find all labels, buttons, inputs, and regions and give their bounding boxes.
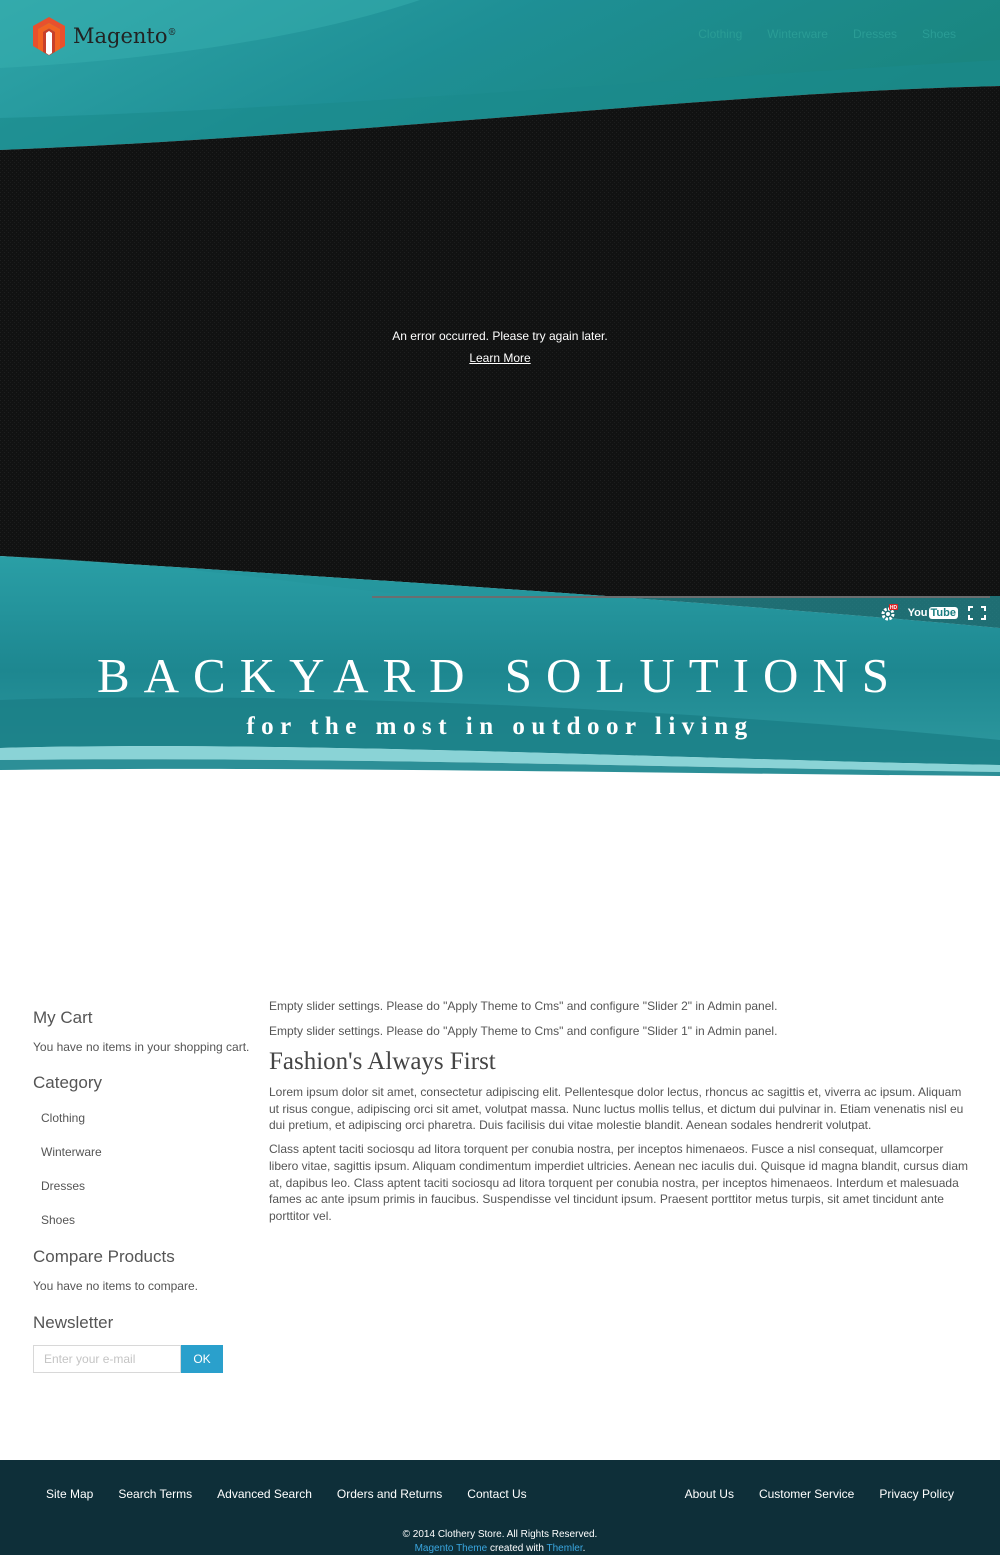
created-with-text: created with xyxy=(489,1543,544,1554)
footer-links-right xyxy=(685,1487,954,1501)
category-list xyxy=(41,1110,258,1246)
footer-link-about-us[interactable]: About Us xyxy=(684,1487,734,1501)
settings-gear-icon[interactable] xyxy=(880,604,898,622)
footer-link-contact-us[interactable]: Contact Us xyxy=(467,1487,527,1501)
nav-clothing[interactable]: Clothing xyxy=(698,27,743,41)
video-controls xyxy=(880,604,986,622)
category-item-winterware[interactable]: Winterware xyxy=(41,1145,102,1159)
theme-credit xyxy=(0,1542,1000,1555)
footer-link-orders-returns[interactable]: Orders and Returns xyxy=(336,1487,443,1501)
newsletter-block xyxy=(33,1313,258,1373)
top-navigation xyxy=(698,27,956,41)
compare-empty-text: You have no items to compare. xyxy=(33,1279,198,1293)
footer-link-advanced-search[interactable]: Advanced Search xyxy=(217,1487,312,1501)
video-error-message: An error occurred. Please try again later. xyxy=(392,329,608,343)
cart-block xyxy=(33,1008,258,1054)
cart-empty-text: You have no items in your shopping cart. xyxy=(33,1040,250,1054)
newsletter-ok-button[interactable]: OK xyxy=(181,1345,223,1373)
sidebar xyxy=(33,1008,258,1373)
newsletter-title: Newsletter xyxy=(33,1313,114,1332)
hero-title: BACKYARD SOLUTIONS xyxy=(96,648,904,703)
copyright xyxy=(0,1528,1000,1555)
nav-shoes[interactable]: Shoes xyxy=(921,27,956,41)
nav-dresses[interactable]: Dresses xyxy=(852,27,897,41)
category-title: Category xyxy=(33,1073,102,1092)
slider-1-notice: Empty slider settings. Please do "Apply Theme to Cms" and configure "Slider 1" in Admin panel. xyxy=(269,1024,778,1038)
category-item-shoes[interactable]: Shoes xyxy=(41,1213,76,1227)
hd-badge: HD xyxy=(889,605,897,611)
footer-link-site-map[interactable]: Site Map xyxy=(46,1487,94,1501)
nav-winterware[interactable]: Winterware xyxy=(767,27,828,41)
slider-2-notice: Empty slider settings. Please do "Apply Theme to Cms" and configure "Slider 2" in Admin panel. xyxy=(269,999,778,1013)
page-heading: Fashion's Always First xyxy=(269,1048,496,1075)
main-content xyxy=(269,998,969,1232)
cart-title: My Cart xyxy=(33,1008,93,1027)
category-item-clothing[interactable]: Clothing xyxy=(41,1111,86,1125)
hero-subtitle: for the most in outdoor living xyxy=(246,713,754,740)
footer xyxy=(0,1460,1000,1555)
category-item-dresses[interactable]: Dresses xyxy=(41,1179,86,1193)
magento-logo-icon xyxy=(32,16,66,56)
paragraph-2: Class aptent taciti sociosqu ad litora torquent per conubia nostra, per inceptos himenaeos. Fusce a nisl consequat, ullamcorper libero vitae, sagittis ipsum. Aliquam condimentum imperdiet ultricies. Aenean nec iaculis dui. Quisque id magna blandit, cursus diam at, dapibus leo. Class aptent taciti sociosqu ad litora torquent per conubia nostra, per inceptos himenaeos. Interdum et malesuada fames ac ante ipsum primis in faucibus. Suspendisse vel tincidunt ipsum. Praesent porttitor metus turpis, sit amet tincidunt ante porttitor vel. xyxy=(269,1142,969,1223)
credit-period: . xyxy=(582,1543,586,1554)
magento-logo[interactable] xyxy=(32,16,177,56)
video-progress-bar[interactable] xyxy=(372,596,990,598)
footer-links-left xyxy=(46,1487,527,1501)
footer-link-customer-service[interactable]: Customer Service xyxy=(758,1487,855,1501)
footer-link-search-terms[interactable]: Search Terms xyxy=(118,1487,193,1501)
youtube-logo-icon[interactable]: You Tube xyxy=(907,607,956,619)
newsletter-email-input[interactable] xyxy=(33,1345,181,1373)
learn-more-link[interactable]: Learn More xyxy=(469,351,531,365)
themler-link[interactable]: Themler xyxy=(546,1543,583,1554)
copyright-text: © 2014 Clothery Store. All Rights Reserved. xyxy=(402,1529,598,1540)
video-error xyxy=(0,329,1000,365)
paragraph-1: Lorem ipsum dolor sit amet, consectetur adipiscing elit. Pellentesque dolor lectus, rhoncus ac sagittis et, viverra ac ipsum. Aliquam ut risus congue, adipiscing orci sit amet, volutpat massa. Nunc luctus mollis tellus, et dictum dui pulvinar in. Etiam venenatis nisl eu dui pretium, et adipiscing orci pharetra. Duis facilisis dui vitae molestie blandit. Aenean sodales hendrerit volutpat. xyxy=(269,1085,964,1133)
newsletter-form xyxy=(33,1345,258,1373)
category-block xyxy=(33,1073,258,1246)
magento-theme-link[interactable]: Magento Theme xyxy=(414,1543,488,1554)
fullscreen-icon[interactable] xyxy=(968,606,986,620)
compare-title: Compare Products xyxy=(33,1247,175,1266)
footer-link-privacy-policy[interactable]: Privacy Policy xyxy=(879,1487,954,1501)
logo-text: Magento® xyxy=(73,24,177,48)
compare-block xyxy=(33,1247,258,1293)
